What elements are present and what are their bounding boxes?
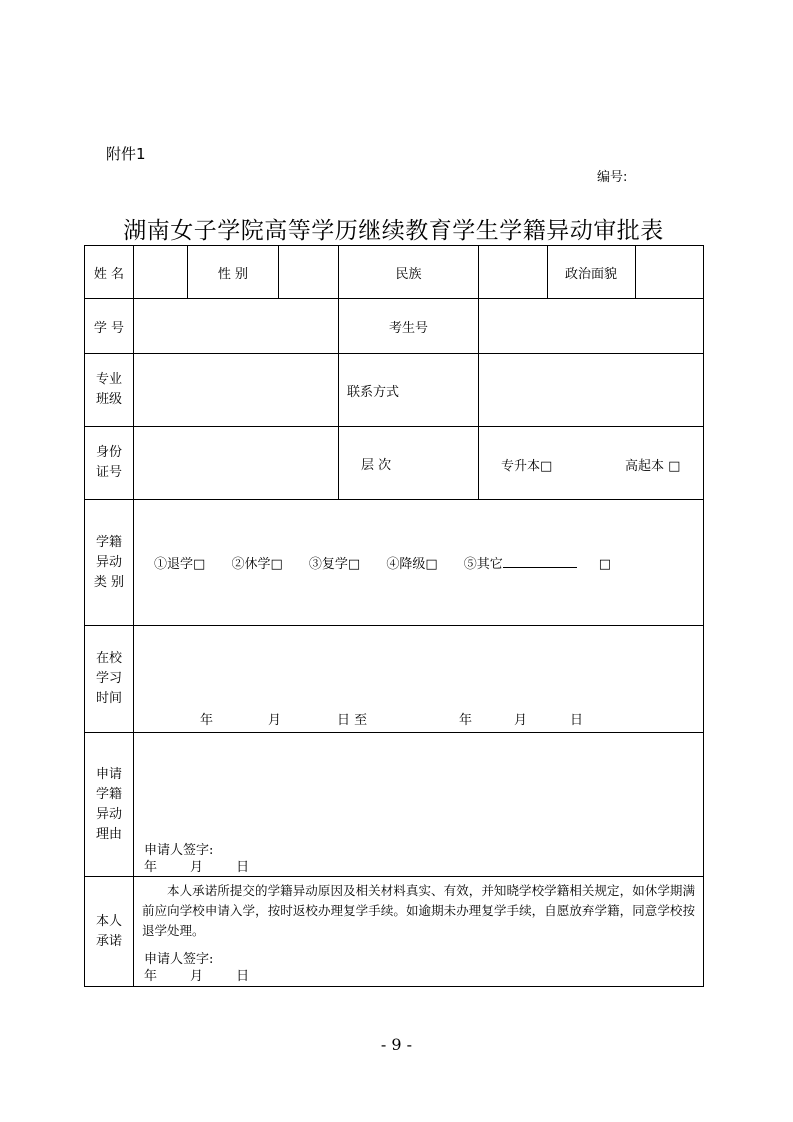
change-type-label: 学籍 异动 类 别 [85,500,134,626]
exam-id-value[interactable] [479,299,704,354]
option-withdraw[interactable]: ①退学□ [154,557,206,572]
attachment-label: 附件1 [106,145,146,163]
level-label: 层 次 [339,427,479,500]
start-month: 月 [268,713,282,728]
level-option-highschool[interactable]: 高起本 □ [625,459,681,474]
major-class-value[interactable] [134,354,339,427]
student-id-value[interactable] [134,299,339,354]
student-id-label: 学 号 [85,299,134,354]
name-value[interactable] [134,246,188,299]
promise-content [134,877,704,987]
start-year: 年 [200,713,214,728]
reason-label: 申请 学籍 异动 理由 [85,733,134,877]
level-option-upgrade[interactable]: 专升本□ [501,459,553,474]
exam-id-label: 考生号 [339,299,479,354]
contact-label: 联系方式 [339,354,479,427]
end-year: 年 [459,713,473,728]
gender-label: 性 别 [188,246,279,299]
option-downgrade[interactable]: ④降级□ [386,557,438,572]
option-resume[interactable]: ③复学□ [308,557,361,572]
major-class-label: 专业 班级 [85,354,134,427]
id-number-value[interactable] [134,427,339,500]
option-suspend[interactable]: ②休学□ [231,557,283,572]
name-label: 姓 名 [85,246,134,299]
other-blank-line[interactable] [503,555,577,568]
promise-date-line: 年 月 日 [144,969,250,984]
start-day-to: 日 至 [337,713,368,728]
reason-value[interactable] [134,733,704,877]
ethnicity-label: 民族 [339,246,479,299]
level-options [479,427,704,500]
approval-form-table [84,245,704,987]
end-month: 月 [514,713,528,728]
page-number: - 9 - [380,1035,413,1054]
reason-signature-label: 申请人签字: [144,843,214,858]
study-time-label: 在校 学习 时间 [85,626,134,733]
political-label: 政治面貌 [564,266,617,282]
promise-text: 本人承诺所提交的学籍异动原因及相关材料真实、有效，并知晓学校学籍相关规定，如休学期满前应向学校申请入学，按时返校办理复学手续。如逾期未办理复学手续，自愿放弃学籍，同意学校按退学处理。 [142,883,695,938]
gender-value[interactable] [279,246,339,299]
promise-signature-label: 申请人签字: [144,952,214,967]
contact-value[interactable] [479,354,704,427]
form-title: 湖南女子学院高等学历继续教育学生学籍异动审批表 [123,218,664,244]
reason-date-line: 年 月 日 [144,860,250,875]
option-other[interactable]: ⑤其它 [463,557,503,572]
ethnicity-value[interactable] [479,246,636,299]
serial-number-label: 编号: [597,170,628,185]
study-time-value[interactable] [134,626,704,733]
promise-label: 本人 承诺 [85,877,134,987]
end-day: 日 [570,713,584,728]
political-value[interactable] [636,246,704,299]
option-other-box[interactable]: □ [598,557,612,572]
id-number-label: 身份 证号 [85,427,134,500]
change-type-options [134,500,704,626]
